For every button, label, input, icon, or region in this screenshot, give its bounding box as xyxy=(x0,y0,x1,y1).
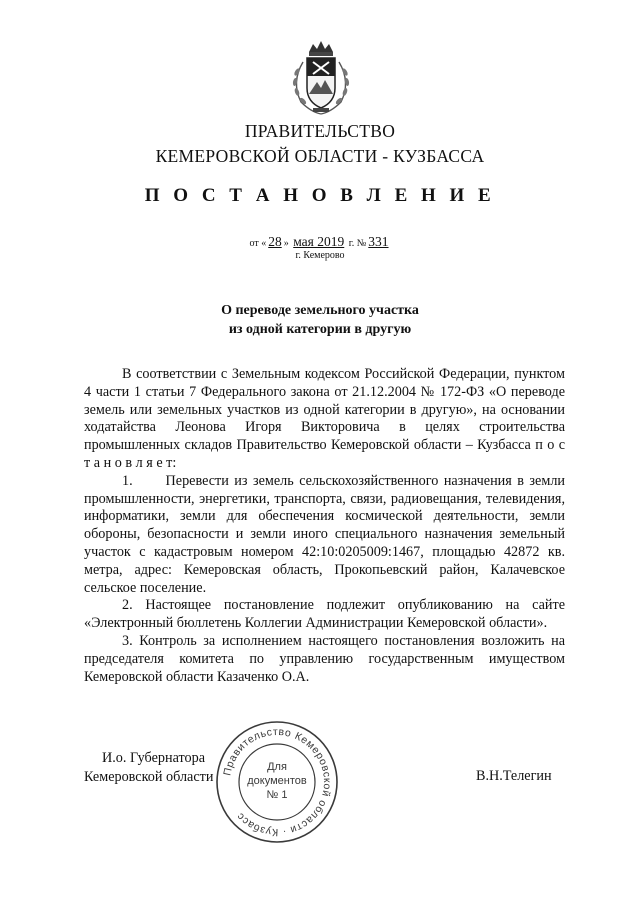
date-suffix: г. xyxy=(348,238,355,249)
position-line2: Кемеровской области xyxy=(84,769,214,785)
official-seal-stamp xyxy=(213,718,341,846)
date-number-line xyxy=(0,234,640,250)
paragraph-intro: В соответствии с Земельным кодексом Российской Федерации, пунктом 4 части 1 статьи 7 Федерального закона от 21.12.2004 № 172-ФЗ «О переводе земель или земельных участков из одной категории в другую», на основании ходатайства Леонова Игоря Викторовича в целях строительства промышленных складов Правительство Кемеровской области – Кузбасса п о с т а н о в л я е т: xyxy=(84,366,565,471)
government-name-line2: КЕМЕРОВСКОЙ ОБЛАСТИ - КУЗБАССА xyxy=(155,146,485,166)
signatory-position xyxy=(84,749,213,787)
svg-text:Правительство Кемеровской обла: Правительство Кемеровской области · Кузбасс xyxy=(221,725,334,839)
svg-text:№ 1: № 1 xyxy=(266,789,288,801)
number-label: № xyxy=(356,238,367,249)
document-number: 331 xyxy=(368,234,389,249)
date-prefix: от « xyxy=(249,238,267,249)
paragraph-1: 1. Перевести из земель сельскохозяйственного назначения в земли промышленности, энергетики, транспорта, связи, радиовещания, телевидения, информатики, земли для обеспечения космической деятельности, земли обороны, безопасности и земли иного специального назначения земельный участок с кадастровым номером 42:10:0205009:1467, площадью 42872 кв. метра, адрес: Кемеровская область, Прокопьевский район, Калачевское сельское поселение. xyxy=(84,472,565,596)
government-name-line1: ПРАВИТЕЛЬСТВО xyxy=(244,121,396,141)
coat-of-arms-icon xyxy=(287,38,355,118)
date-mid: » xyxy=(283,238,289,249)
city: г. Кемерово xyxy=(295,250,345,261)
paragraph-3: 3. Контроль за исполнением настоящего постановления возложить на председателя комитета по управлению государственным имуществом Кемеровской области Казаченко О.А. xyxy=(84,632,565,685)
svg-text:Для: Для xyxy=(267,761,287,773)
subject-line1: О переводе земельного участка xyxy=(221,303,419,318)
subject-line2: из одной категории в другую xyxy=(228,322,412,337)
date-month-year: мая 2019 xyxy=(293,234,345,249)
date-day: 28 xyxy=(268,234,282,249)
document-title: П О С Т А Н О В Л Е Н И Е xyxy=(144,185,496,206)
paragraph-2: 2. Настоящее постановление подлежит опубликованию на сайте «Электронный бюллетень Коллегии Администрации Кемеровской области». xyxy=(84,597,565,632)
svg-text:документов: документов xyxy=(247,775,307,787)
document-body xyxy=(84,366,565,686)
position-line1: И.о. Губернатора xyxy=(102,750,205,766)
signatory-name: В.Н.Телегин xyxy=(476,768,552,784)
